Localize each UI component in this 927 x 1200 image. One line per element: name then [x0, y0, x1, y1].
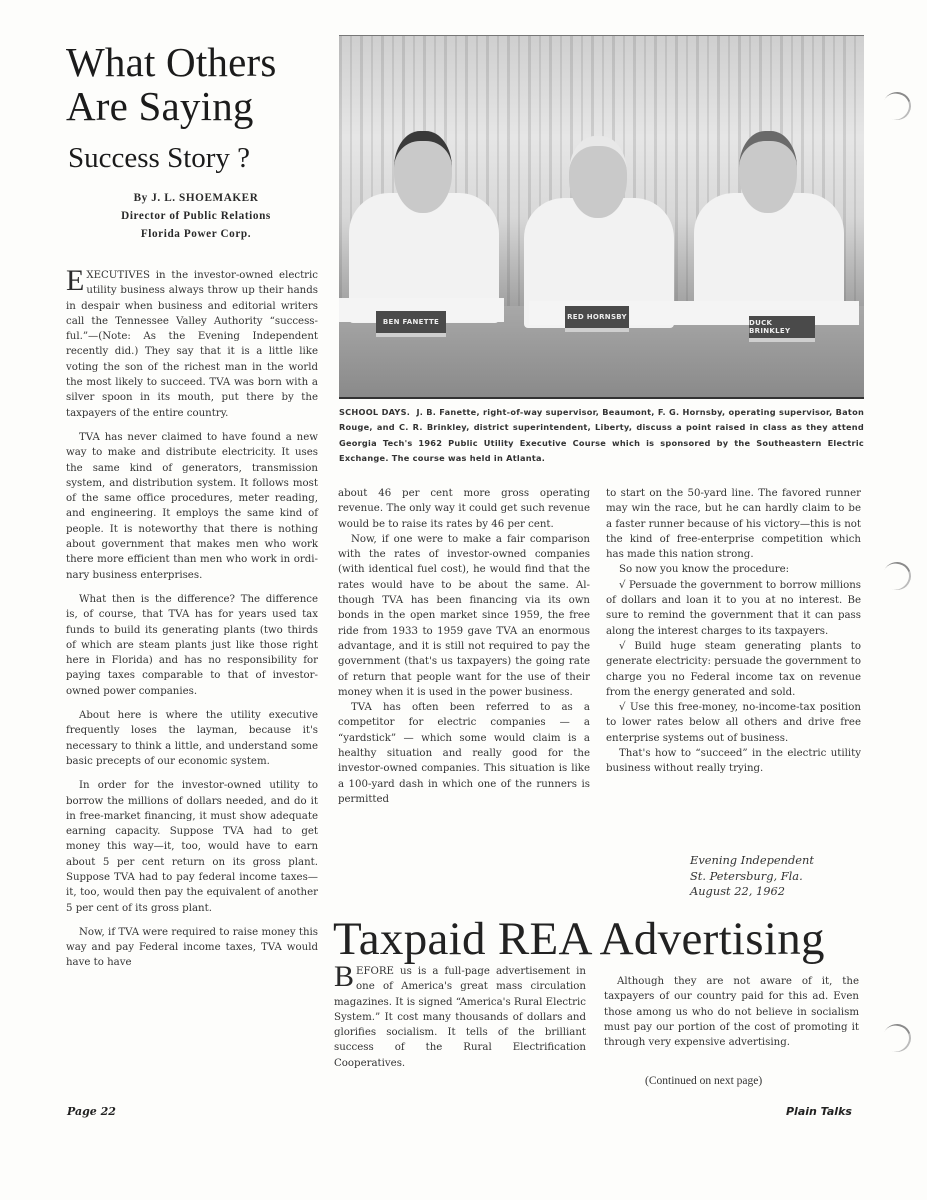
- attribution-place: St. Petersburg, Fla.: [690, 868, 803, 883]
- byline-block: [66, 189, 326, 243]
- continued-note: (Continued on next page): [645, 1075, 763, 1087]
- drop-cap: B: [334, 960, 355, 993]
- photo-person-right: [694, 131, 844, 321]
- nameplate: RED HORNSBY: [565, 306, 629, 332]
- photo-person-center: [524, 136, 674, 326]
- paragraph: TVA has never claimed to have found a new way to make and distribute electricity. It uses the same kind of generators, transmission system, and distribution system. It follows most of the same office procedures, meter reading, and engineering. It employs the same kind of people. It is noteworthy that there is nothing about government that makes men who work there more efficient than men who work in ordinary business enterprises.: [66, 431, 318, 581]
- section-title-line1: What Others: [66, 39, 277, 85]
- article2-column-2: [604, 974, 859, 1050]
- article-column-3: [606, 486, 861, 777]
- nameplate: BEN FANETTE: [376, 311, 446, 337]
- article-column-1: [66, 264, 318, 971]
- paragraph: about 46 per cent more gross operating revenue. The only way it could get such revenue would be to raise its rates by 46 per cent.: [338, 488, 590, 530]
- publication-name: Plain Talks: [786, 1105, 852, 1118]
- paragraph: EXECUTIVES in the investor-owned electric utility business always throw up their hands in despair when business and editorial writers call the Tennessee Valley Authority “successful.”—(Note: As the Evening Independent recently did.) They say that it is a little like voting the son of the richest man in the world the most likely to succeed. TVA was born with a silver spoon in its mouth, put there by the taxpayers of the entire country.: [66, 264, 318, 419]
- paragraph: In order for the investor-owned utility to borrow the millions of dollars needed, and do it in free-market financing, it must show adequate earning capacity. Suppose TVA had to get money this way—it, too, would have to earn about 5 per cent return on its gross plant. Suppose TVA had to pay federal income taxes—it, too, would then pay the equivalent of another 5 per cent of its gross plant.: [66, 780, 318, 914]
- attribution: [690, 853, 814, 900]
- paragraph: That's how to “succeed” in the electric utility business without really trying.: [606, 748, 861, 775]
- section-title: [66, 40, 336, 128]
- paragraph: Now, if one were to make a fair comparison with the rates of investor-owned companies (with identical fuel cost), he would find that the rates would have to be about the same. Although TVA has been financing via its own bonds in the open market since 1959, the free ride from 1933 to 1959 gave TVA an enormous advantage, and it is still not required to pay the government (that's us taxpayers) the going rate of return that people want for the use of their money when it is used in the power business.: [338, 533, 590, 698]
- article-column-2: [338, 486, 590, 807]
- caption-lead: SCHOOL DAYS.: [339, 407, 411, 417]
- article-title: Success Story ?: [68, 142, 251, 174]
- paragraph: Although they are not aware of it, the taxpayers of our country paid for this ad. Even those among us who do not believe in socialism must pay our portion of the cost of promoting it through very expensive advertising.: [604, 976, 859, 1049]
- article2-title: Taxpaid REA Advertising: [333, 913, 825, 965]
- paragraph: to start on the 50-yard line. The favored runner may win the race, but he can hardly claim to be a faster runner because of his victory—this is not the kind of free-enterprise competition which has made this nation strong.: [606, 488, 861, 561]
- paragraph: Now, if TVA were required to raise money this way and pay Federal income taxes, TVA would have to have: [66, 926, 318, 969]
- attribution-date: August 22, 1962: [690, 884, 785, 898]
- attribution-source: Evening Independent: [690, 853, 814, 867]
- nameplate: DUCK BRINKLEY: [749, 316, 815, 342]
- drop-cap: E: [66, 264, 85, 297]
- author-title: Director of Public Relations: [121, 210, 271, 222]
- binder-hole-mark: [878, 557, 915, 594]
- caption-text: J. B. Fanette, right-of-way supervisor, Beaumont, F. G. Hornsby, operating supervisor, Baton Rouge, and C. R. Brinkley, district superintendent, Liberty, discuss a point raised in class as they attend Georgia Tech's 1962 Public Utility Executive Course which is sponsored by the Southeastern Electric Exchange. The course was held in Atlanta.: [339, 407, 865, 463]
- article2-column-1: [334, 960, 586, 1071]
- checklist-item: √ Build huge steam generating plants to generate electricity: persuade the government to charge you no Federal income tax on revenue from the energy generated and sold.: [606, 640, 861, 698]
- checklist-item: √ Persuade the government to borrow millions of dollars and loan it to you at no interest. Be sure to remind the government that it can pass along the interest charges to its taxpayers.: [606, 579, 861, 637]
- paragraph: So now you know the procedure:: [619, 564, 790, 576]
- page-number: Page 22: [67, 1105, 116, 1118]
- binder-hole-mark: [878, 87, 915, 124]
- paragraph: What then is the difference? The difference is, of course, that TVA has for years used tax funds to build its generating plants (two thirds of which are steam plants just like those right here in Florida) and has no responsibility for paying taxes comparable to that of investor-owned power companies.: [66, 593, 318, 697]
- byline: By J. L. SHOEMAKER: [133, 192, 259, 204]
- photo-caption: [339, 405, 864, 466]
- photo: [339, 35, 864, 399]
- paragraph: About here is where the utility executive frequently loses the layman, because it's necessary to think a little, and understand some basic precepts of our economic system.: [66, 710, 318, 767]
- paragraph: BEFORE us is a full-page advertisement in one of America's great mass circulation magazines. It is signed “America's Rural Electric System.” It cost many thousands of dollars and glorifies socialism. It tells of the brilliant success of the Rural Electrification Cooperatives.: [334, 960, 586, 1069]
- binder-hole-mark: [878, 1019, 915, 1056]
- photo-person-left: [349, 131, 499, 321]
- section-title-line2: Are Saying: [66, 83, 254, 129]
- paragraph: TVA has often been referred to as a competitor for electric companies — a “yardstick” — which some would claim is a healthy situation and really good for the investor-owned companies. This situation is like a 100-yard dash in which one of the runners is permitted: [338, 702, 590, 805]
- checklist-item: √ Use this free-money, no-income-tax position to lower rates below all others and drive free enterprise systems out of business.: [606, 702, 861, 744]
- author-org: Florida Power Corp.: [140, 228, 252, 240]
